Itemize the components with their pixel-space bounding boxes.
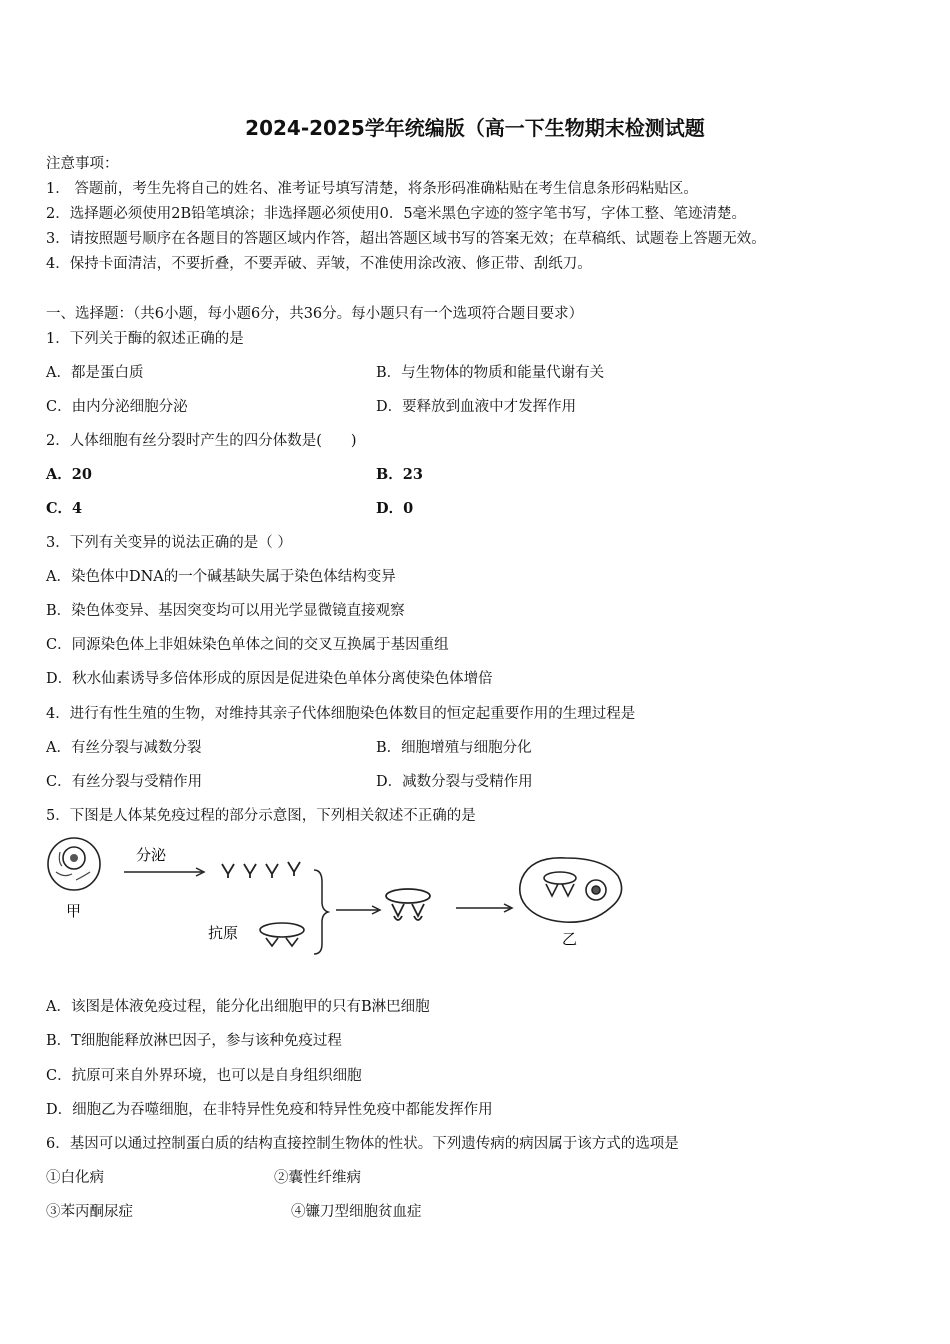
q3-stem: 3．下列有关变异的说法正确的是（ ） [46,535,292,551]
q5-option-a: A．该图是体液免疫过程，能分化出细胞甲的只有B淋巴细胞 [46,999,430,1015]
page-title: 2024-2025学年统编版（高一下生物期末检测试题 [245,116,705,140]
q5-stem: 5．下图是人体某免疫过程的部分示意图，下列相关叙述不正确的是 [46,808,476,824]
cell-b-label: 乙 [562,930,578,948]
q4-stem: 4．进行有性生殖的生物，对维持其亲子代体细胞染色体数目的恒定起重要作用的生理过程是 [46,706,636,722]
q6-option-3: ③苯丙酮尿症 [46,1204,133,1220]
q5-option-c: C．抗原可来自外界环境，也可以是自身组织细胞 [46,1068,362,1084]
q2-option-d: D．0 [376,500,414,517]
notice-item-4: 4．保持卡面清洁，不要折叠，不要弄破、弄皱，不准使用涂改液、修正带、刮纸刀。 [46,256,592,272]
notice-heading: 注意事项： [46,156,119,172]
q1-stem: 1．下列关于酶的叙述正确的是 [46,331,244,347]
q3-option-a: A．染色体中DNA的一个碱基缺失属于染色体结构变异 [46,569,396,585]
cell-a-label: 甲 [66,902,82,920]
q4-option-c: C．有丝分裂与受精作用 [46,774,203,790]
brace [314,870,328,954]
q4-option-a: A．有丝分裂与减数分裂 [46,740,202,756]
q6-stem: 6．基因可以通过控制蛋白质的结构直接控制生物体的性状。下列遗传病的病因属于该方式的选项是 [46,1136,679,1152]
notice-item-1: 1． 答题前，考生先将自己的姓名、准考证号填写清楚，将条形码准确粘贴在考生信息条形码粘贴区。 [46,181,698,197]
q3-option-b: B．染色体变异、基因突变均可以用光学显微镜直接观察 [46,603,405,619]
q2-stem: 2．人体细胞有丝分裂时产生的四分体数是( ) [46,433,357,449]
q6-option-1: ①白化病 [46,1170,104,1186]
antigen-drawing [260,923,304,946]
q3-option-d: D．秋水仙素诱导多倍体形成的原因是促进染色单体分离使染色体增倍 [46,671,493,687]
phagocyte-drawing [520,858,622,922]
q3-option-c: C．同源染色体上非姐妹染色单体之间的交叉互换属于基因重组 [46,637,449,653]
q2-option-b: B．23 [376,466,423,483]
q1-option-b: B．与生物体的物质和能量代谢有关 [376,365,605,381]
q1-option-a: A．都是蛋白质 [46,365,144,381]
antigen-antibody-complex [386,889,430,920]
q1-option-c: C．由内分泌细胞分泌 [46,399,188,415]
q4-option-d: D．减数分裂与受精作用 [376,774,533,790]
q5-option-d: D．细胞乙为吞噬细胞，在非特异性免疫和特异性免疫中都能发挥作用 [46,1102,493,1118]
q4-option-b: B．细胞增殖与细胞分化 [376,740,532,756]
q1-option-d: D．要释放到血液中才发挥作用 [376,399,577,415]
q6-option-2: ②囊性纤维病 [274,1170,361,1186]
antigen-label: 抗原 [208,924,239,942]
section-heading: 一、选择题：（共6小题，每小题6分，共36分。每小题只有一个选项符合题目要求） [46,306,584,322]
plasma-cell-drawing [48,838,100,890]
notice-item-2: 2．选择题必须使用2B铅笔填涂；非选择题必须使用0．5毫米黑色字迹的签字笔书写，字体工整、笔迹清楚。 [46,206,747,222]
q6-option-4: ④镰刀型细胞贫血症 [291,1204,422,1220]
immune-process-figure [44,832,634,960]
q2-option-c: C．4 [46,500,83,517]
q5-option-b: B．T细胞能释放淋巴因子，参与该种免疫过程 [46,1033,342,1049]
antibody-icons [222,862,300,878]
secrete-label: 分泌 [136,846,167,864]
q2-option-a: A．20 [46,466,92,483]
notice-item-3: 3．请按照题号顺序在各题目的答题区域内作答，超出答题区域书写的答案无效；在草稿纸、试题卷上答题无效。 [46,231,766,247]
